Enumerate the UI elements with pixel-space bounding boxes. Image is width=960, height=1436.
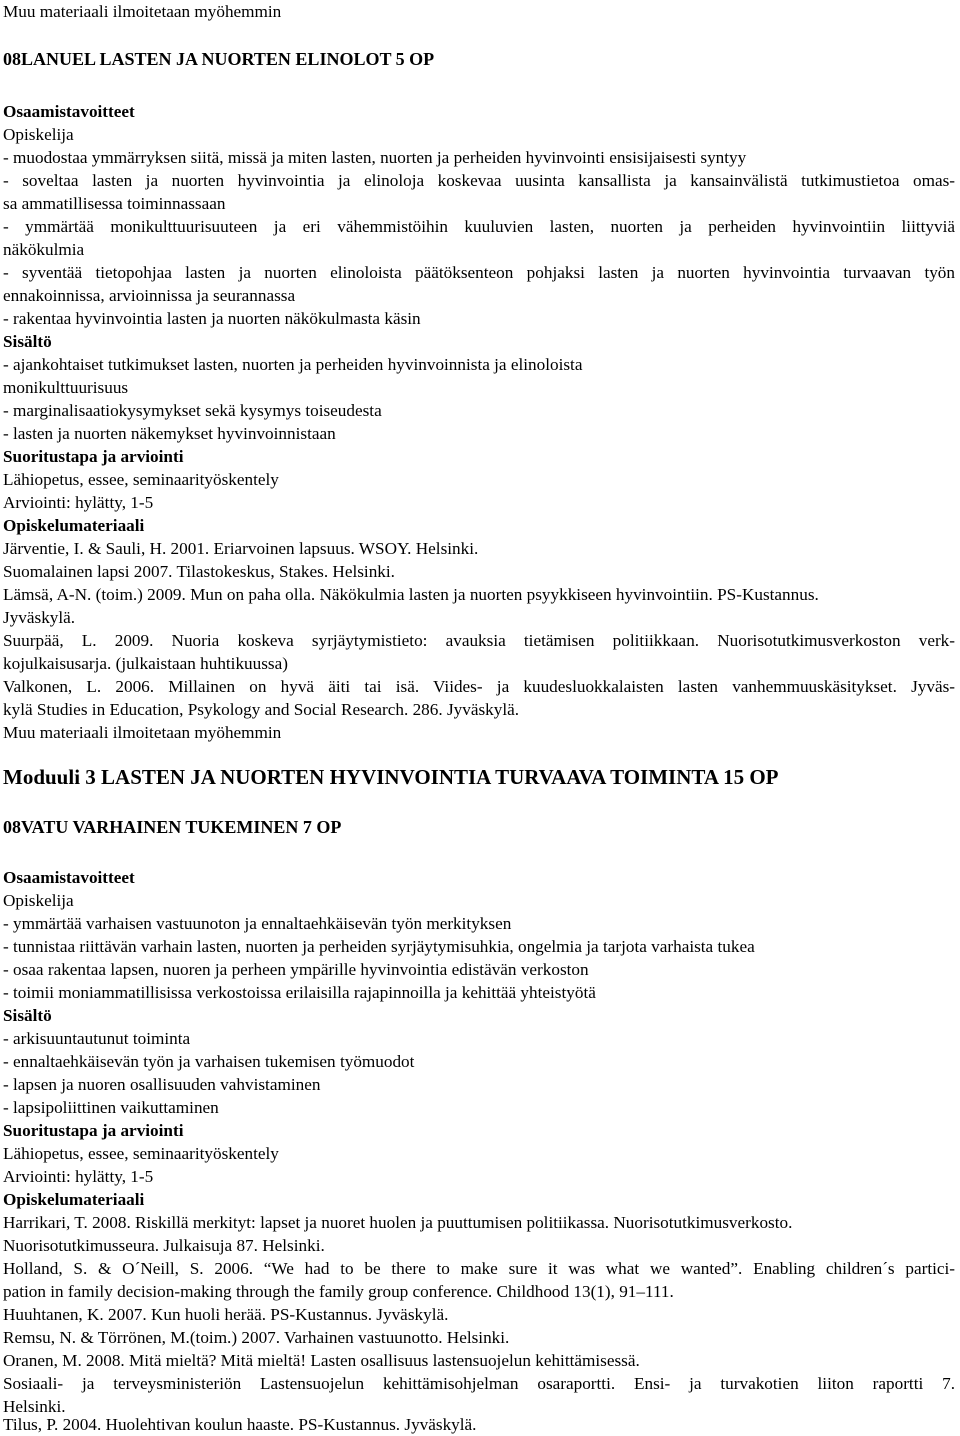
course2-content-item: - lapsipoliittinen vaikuttaminen bbox=[3, 1098, 219, 1117]
course1-method-heading: Suoritustapa ja arviointi bbox=[3, 447, 184, 466]
course2-title: 08VATU VARHAINEN TUKEMINEN 7 OP bbox=[3, 817, 342, 837]
top-note: Muu materiaali ilmoitetaan myöhemmin bbox=[3, 2, 282, 21]
course2-material: pation in family decision-making through the family group conference. Childhood 13(1), 91–111. bbox=[3, 1282, 674, 1301]
course2-objective: - ymmärtää varhaisen vastuunoton ja ennaltaehkäisevän työn merkityksen bbox=[3, 914, 512, 933]
course1-objective: - muodostaa ymmärryksen siitä, missä ja miten lasten, nuorten ja perheiden hyvinvointi ensisijaisesti syntyy bbox=[3, 148, 747, 167]
course1-material: Suomalainen lapsi 2007. Tilastokeskus, Stakes. Helsinki. bbox=[3, 562, 395, 581]
course2-method: Lähiopetus, essee, seminaarityöskentely bbox=[3, 1144, 279, 1163]
course1-material: Järventie, I. & Sauli, H. 2001. Eriarvoinen lapsuus. WSOY. Helsinki. bbox=[3, 539, 479, 558]
course1-material: Jyväskylä. bbox=[3, 608, 76, 627]
course2-materials-heading: Opiskelumateriaali bbox=[3, 1190, 145, 1209]
course1-objective: - syventää tietopohjaa lasten ja nuorten elinoloista päätöksenteon pohjaksi lasten ja nuorten hyvinvointia turvaavan työn bbox=[3, 263, 955, 282]
course2-material: Oranen, M. 2008. Mitä mieltä? Mitä mieltä! Lasten osallisuus lastensuojelun kehittämisessä. bbox=[3, 1351, 640, 1370]
course1-material: Lämsä, A-N. (toim.) 2009. Mun on paha olla. Näkökulmia lasten ja nuorten psyykkiseen hyvinvointiin. PS-Kustannus. bbox=[3, 585, 819, 604]
course2-content-item: - arkisuuntautunut toiminta bbox=[3, 1029, 191, 1048]
course2-material: Remsu, N. & Törrönen, M.(toim.) 2007. Varhainen vastuunotto. Helsinki. bbox=[3, 1328, 510, 1347]
course1-objective: näkökulmia bbox=[3, 240, 85, 259]
course2-objectives-heading: Osaamistavoitteet bbox=[3, 868, 135, 887]
course1-objective: sa ammatillisessa toiminnassaan bbox=[3, 194, 226, 213]
course2-content-heading: Sisältö bbox=[3, 1006, 52, 1025]
course1-material: Suurpää, L. 2009. Nuoria koskeva syrjäytymistieto: avauksia tietämisen politiikkaan. Nuorisotutkimusverkoston verk- bbox=[3, 631, 955, 650]
course1-content-item: monikulttuurisuus bbox=[3, 378, 129, 397]
course2-student-label: Opiskelija bbox=[3, 891, 74, 910]
course1-content-heading: Sisältö bbox=[3, 332, 52, 351]
course2-objective: - osaa rakentaa lapsen, nuoren ja perheen ympärille hyvinvointia edistävän verkoston bbox=[3, 960, 589, 979]
course2-content-item: - lapsen ja nuoren osallisuuden vahvistaminen bbox=[3, 1075, 321, 1094]
course1-material: Valkonen, L. 2006. Millainen on hyvä äiti tai isä. Viides- ja kuudesluokkalaisten lasten vanhemmuuskäsitykset. Jyväs- bbox=[3, 677, 955, 696]
course1-content-item: - lasten ja nuorten näkemykset hyvinvoinnistaan bbox=[3, 424, 336, 443]
course2-objective: - toimii moniammatillisissa verkostoissa erilaisilla rajapinnoilla ja kehittää yhteistyötä bbox=[3, 983, 596, 1002]
module-title: Moduuli 3 LASTEN JA NUORTEN HYVINVOINTIA TURVAAVA TOIMINTA 15 OP bbox=[3, 765, 779, 789]
course1-grading: Arviointi: hylätty, 1-5 bbox=[3, 493, 154, 512]
course1-objective: ennakoinnissa, arvioinnissa ja seurannassa bbox=[3, 286, 296, 305]
course2-content-item: - ennaltaehkäisevän työn ja varhaisen tukemisen työmuodot bbox=[3, 1052, 415, 1071]
course1-content-item: - ajankohtaiset tutkimukset lasten, nuorten ja perheiden hyvinvoinnista ja elinoloista bbox=[3, 355, 583, 374]
course1-method: Lähiopetus, essee, seminaarityöskentely bbox=[3, 470, 279, 489]
course2-material: Sosiaali- ja terveysministeriön Lastensuojelun kehittämisohjelman osaraportti. Ensi- ja turvakotien liiton raportti 7. bbox=[3, 1374, 955, 1393]
course1-materials-heading: Opiskelumateriaali bbox=[3, 516, 145, 535]
course2-material: Harrikari, T. 2008. Riskillä merkityt: lapset ja nuoret huolen ja puuttumisen politiikassa. Nuorisotutkimusverkosto. bbox=[3, 1213, 793, 1232]
course2-material: Holland, S. & O´Neill, S. 2006. “We had to be there to make sure it was what we wanted”. Enabling children´s partici- bbox=[3, 1259, 955, 1278]
course1-objectives-heading: Osaamistavoitteet bbox=[3, 102, 135, 121]
course2-grading: Arviointi: hylätty, 1-5 bbox=[3, 1167, 154, 1186]
course1-material: Muu materiaali ilmoitetaan myöhemmin bbox=[3, 723, 282, 742]
course1-title: 08LANUEL LASTEN JA NUORTEN ELINOLOT 5 OP bbox=[3, 49, 435, 69]
course1-objective: - rakentaa hyvinvointia lasten ja nuorten näkökulmasta käsin bbox=[3, 309, 421, 328]
course2-material: Tilus, P. 2004. Huolehtivan koulun haaste. PS-Kustannus. Jyväskylä. bbox=[3, 1415, 477, 1434]
course1-student-label: Opiskelija bbox=[3, 125, 74, 144]
course1-material: kylä Studies in Education, Psykology and Social Research. 286. Jyväskylä. bbox=[3, 700, 520, 719]
course2-material: Huuhtanen, K. 2007. Kun huoli herää. PS-Kustannus. Jyväskylä. bbox=[3, 1305, 449, 1324]
course2-material: Nuorisotutkimusseura. Julkaisuja 87. Helsinki. bbox=[3, 1236, 325, 1255]
course1-objective: - soveltaa lasten ja nuorten hyvinvointia ja elinoloja koskevaa uusinta kansallista ja kansainvälistä tutkimustietoa omas- bbox=[3, 171, 955, 190]
course1-content-item: - marginalisaatiokysymykset sekä kysymys toiseudesta bbox=[3, 401, 382, 420]
course2-method-heading: Suoritustapa ja arviointi bbox=[3, 1121, 184, 1140]
course1-objective: - ymmärtää monikulttuurisuuteen ja eri vähemmistöihin kuuluvien lasten, nuorten ja perheiden hyvinvointiin liittyviä bbox=[3, 217, 955, 236]
course1-material: kojulkaisusarja. (julkaistaan huhtikuussa) bbox=[3, 654, 288, 673]
course2-material: Helsinki. bbox=[3, 1397, 66, 1416]
course2-objective: - tunnistaa riittävän varhain lasten, nuorten ja perheiden syrjäytymisuhkia, ongelmia ja tarjota varhaista tukea bbox=[3, 937, 755, 956]
